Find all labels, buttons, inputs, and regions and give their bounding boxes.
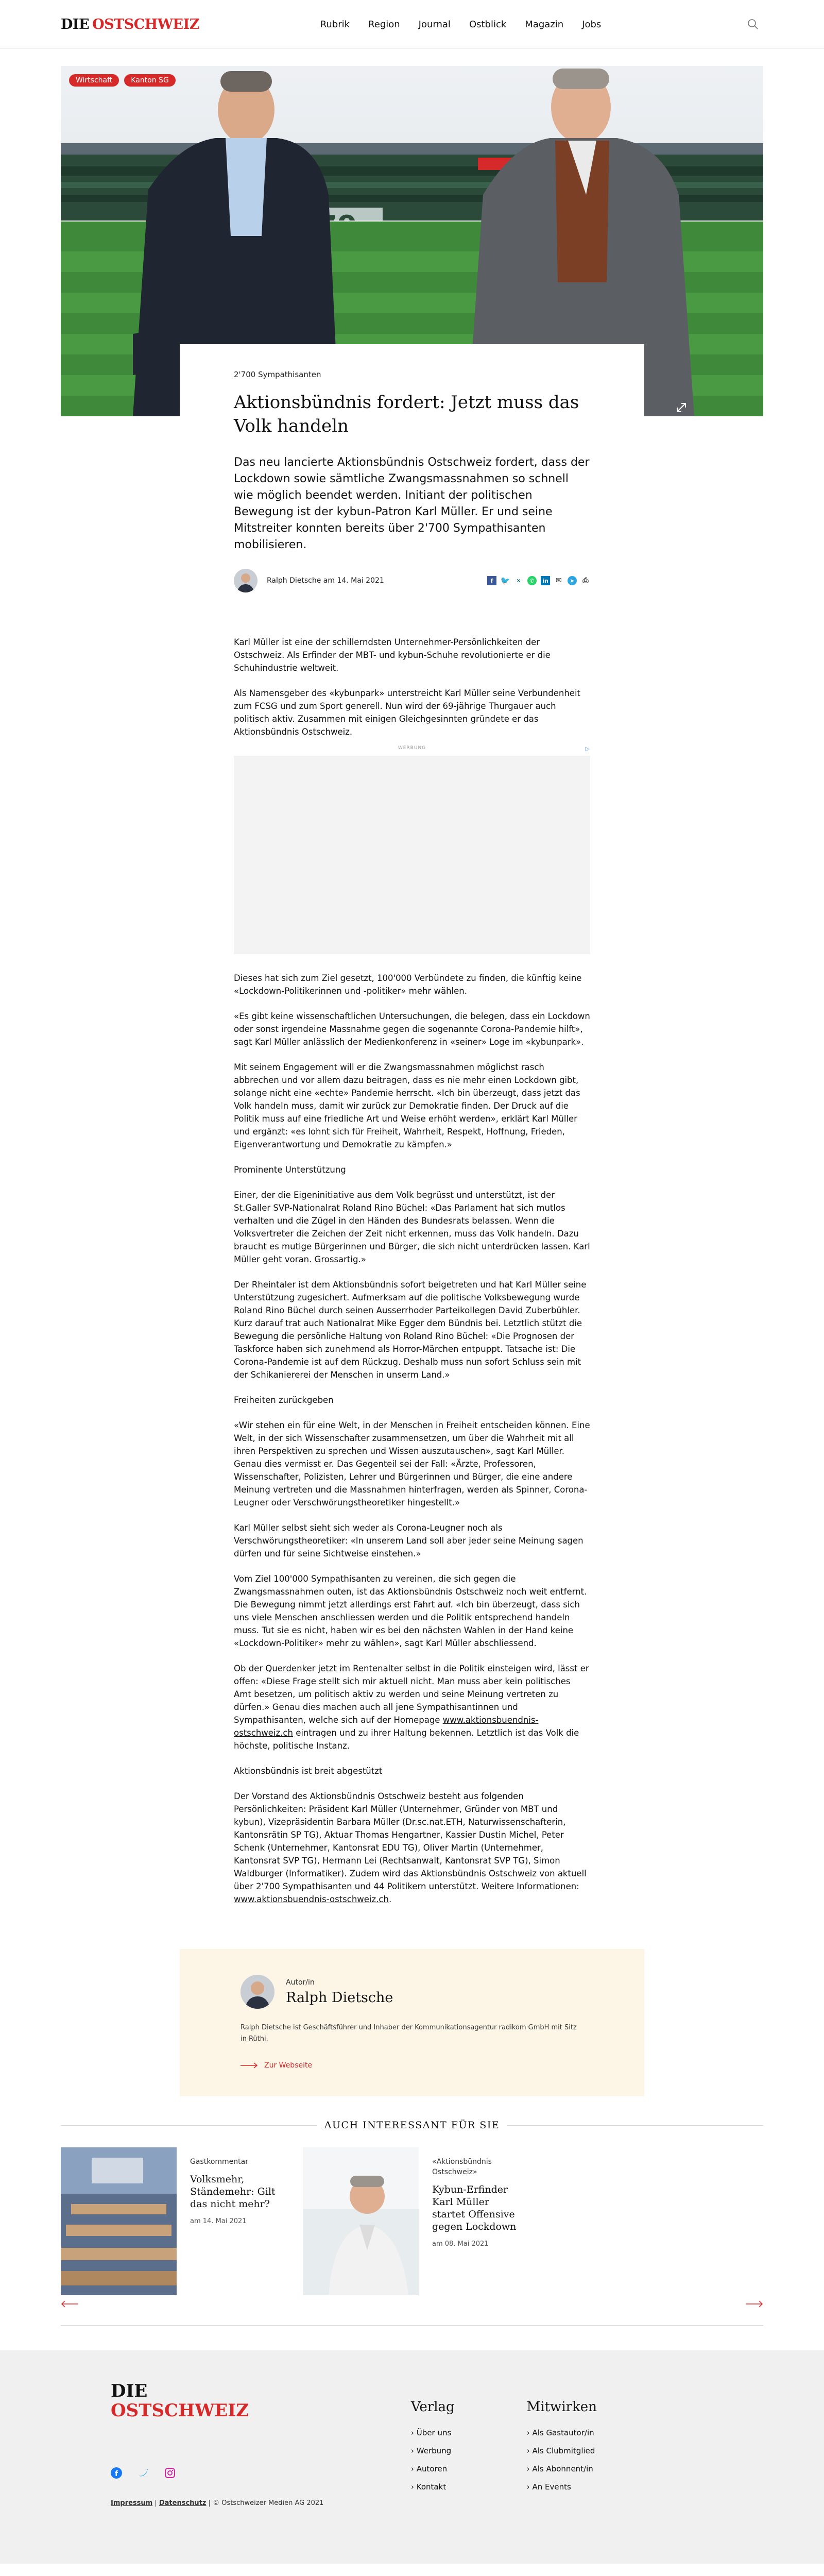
- ad-slot[interactable]: [234, 756, 590, 954]
- site-header: [0, 0, 824, 49]
- article-headline: Aktionsbündnis fordert: Jetzt muss das Volk handeln: [234, 392, 579, 436]
- footer-logo-ostschweiz: OSTSCHWEIZ: [111, 2400, 249, 2421]
- logo-die: DIE: [61, 16, 90, 32]
- author-avatar[interactable]: [234, 569, 258, 592]
- nav-jobs[interactable]: Jobs: [582, 19, 602, 30]
- nav-ostblick[interactable]: Ostblick: [469, 19, 507, 30]
- paragraph: Einer, der die Eigeninitiative aus dem Volk begrüsst und unterstützt, ist der St.Galler SVP-Nationalrat Roland Rino Büchel: «Das Parlament hat sich mutlos verhalten und die Zügel in den Händen des Bundesrats belassen. Wenn die Volksvertreter die Zeichen der Zeit nicht erkennen, muss das Volk handeln. Dazu braucht es mutige Bürgerinnen und Bürger, die sich nicht unterdrücken lassen. Karl Müller geht voran. Grossartig.»: [234, 1190, 590, 1264]
- paragraph: Der Rheintaler ist dem Aktionsbündnis sofort beigetreten und hat Karl Müller seine Unterstützung zugesichert. Aufmerksam auf die politische Volksbewegung wurde Roland Rino Büchel durch seinen Ausserrhoder Parteikollegen David Zuberbühler. Kurz darauf trat auch Nationalrat Mike Egger dem Bündnis bei. Letztlich stützt die Bewegung die persönliche Haltung von Roland Rino Büchel: «Die Prognosen der Taskforce haben sich zunehmend als Horror-Märchen entpuppt. Tatsache ist: Die Corona-Pandemie ist auf dem Rückzug. Deshalb muss nun sofort Schluss sein mit der Schikaniererei der Menschen in unserm Land.»: [234, 1280, 587, 1380]
- ad-label: WERBUNG: [398, 745, 426, 751]
- arrow-left-icon: [61, 2300, 78, 2308]
- article: [180, 344, 644, 1906]
- social-links: [111, 2467, 176, 2481]
- article-kicker: 2'700 Sympathisanten: [234, 370, 321, 379]
- search-icon: [747, 19, 759, 30]
- site-footer: [0, 2350, 824, 2564]
- author-box: [180, 1949, 644, 2096]
- related-kicker: «Aktionsbündnis Ostschweiz»: [432, 2158, 492, 2176]
- paragraph: Vom Ziel 100'000 Sympathisanten zu vereinen, die sich gegen die Zwangsmassnahmen outen, ist das Aktionsbündnis Ostschweiz noch weit entfernt. Die Bewegung nimmt jetzt allerdings erst Fahrt auf. «Ich bin überzeugt, dass sich uns viele Menschen anschliessen werden und die Politik entsprechend handeln muss. Tut sie es nicht, haben wir es bei den nächsten Wahlen in der Hand keine «Lockdown-Politiker» mehr zu wählen», sagt Karl Müller abschliessend.: [234, 1574, 587, 1648]
- related-date: am 14. Mai 2021: [190, 2217, 247, 2225]
- nav-magazin[interactable]: Magazin: [525, 19, 564, 30]
- related-card[interactable]: [303, 2147, 524, 2295]
- xing-share-icon[interactable]: ✕: [516, 577, 521, 584]
- copyright: | © Ostschweizer Medien AG 2021: [206, 2499, 324, 2507]
- article-body: [234, 636, 590, 1906]
- footer-mitwirken: [527, 2399, 597, 2500]
- footer-verlag: [411, 2399, 455, 2500]
- paragraph: «Es gibt keine wissenschaftlichen Untersuchungen, die belegen, dass ein Lockdown oder sonst irgendeine Massnahme gegen die sogenannte Corona-Pandemie hilft», sagt Karl Müller anlässlich der Medienkonferenz in «seiner» Loge im «kybunpark».: [234, 1011, 590, 1047]
- carousel-prev-button[interactable]: [61, 2300, 78, 2310]
- byline: [234, 569, 590, 592]
- ad-info-icon[interactable]: ▷: [585, 745, 590, 752]
- tag-list: [69, 74, 176, 87]
- article-lead: Das neu lancierte Aktionsbündnis Ostschweiz fordert, dass der Lockdown sowie sämtliche Zwangsmassnahmen so schnell wie möglich beendet werden. Initiant der politischen Bewegung ist der kybun-Patron Karl Müller. Er und seine Mitstreiter konnten bereits über 2'700 Sympathisanten mobilisieren.: [234, 456, 590, 551]
- related-image: [61, 2147, 177, 2295]
- print-share-icon[interactable]: ⎙: [582, 577, 589, 585]
- related-image: [303, 2147, 419, 2295]
- search-button[interactable]: [743, 14, 763, 35]
- footer-link-werbung[interactable]: › Werbung: [411, 2446, 455, 2455]
- footer-verlag-title: Verlag: [411, 2399, 455, 2415]
- paragraph: Dieses hat sich zum Ziel gesetzt, 100'000 Verbündete zu finden, die künftig keine «Lockdown-Politikerinnen und -politiker» mehr wählen.: [234, 973, 582, 996]
- paragraph: Mit seinem Engagement will er die Zwangsmassnahmen möglichst rasch abbrechen und vor allem dazu beitragen, dass es nie mehr einen Lockdown gibt, solange nicht eine «echte» Pandemie herrscht. «Ich bin überzeugt, dass jetzt das Volk handeln muss, damit wir zurück zur Demokratie finden. Der Druck auf die Politik muss auf eine friedliche Art und Weise erhöht werden», erklärt Karl Müller und ergänzt: «es lohnt sich für Freiheit, Wahrheit, Respekt, Hoffnung, Frieden, Eigenverantwortung und Demokratie zu kämpfen.»: [234, 1062, 580, 1149]
- footer-link-clubmitglied[interactable]: › Als Clubmitglied: [527, 2446, 597, 2455]
- tag-wirtschaft[interactable]: Wirtschaft: [69, 74, 119, 87]
- related-date: am 08. Mai 2021: [432, 2240, 489, 2248]
- facebook-icon[interactable]: [111, 2467, 122, 2481]
- share-bar: [487, 576, 590, 585]
- whatsapp-share-icon[interactable]: ✆: [527, 576, 537, 585]
- twitter-share-icon[interactable]: 🐦: [500, 576, 510, 585]
- twitter-icon[interactable]: [138, 2467, 149, 2481]
- footer-legal: Impressum | Datenschutz | © Ostschweizer Medien AG 2021: [111, 2499, 324, 2507]
- footer-link-abonnent[interactable]: › Als Abonnent/in: [527, 2464, 597, 2473]
- author-description: Ralph Dietsche ist Geschäftsführer und Inhaber der Kommunikationsagentur radikom GmbH mit Sitz in Rüthi.: [241, 2024, 577, 2043]
- paragraph: Karl Müller selbst sieht sich weder als Corona-Leugner noch als Verschwörungstheoretiker: «In unserem Land soll aber jeder seine Meinung sagen dürfen und für seine Sichtweise einstehen.»: [234, 1523, 583, 1558]
- author-box-avatar[interactable]: [241, 1975, 274, 2009]
- divider: [61, 2125, 317, 2126]
- nav-rubrik[interactable]: Rubrik: [320, 19, 350, 30]
- paragraph: «Wir stehen ein für eine Welt, in der Menschen in Freiheit entscheiden können. Eine Welt, in der sich Wissenschafter zusammensetzen, um über die Wahrheit mit all ihren Perspektiven zu sprechen und Wissen auszutauschen», sagt Karl Müller. Genau dies vermisst er. Das Gegenteil sei der Fall: «Ärzte, Professoren, Wissenschafter, Polizisten, Lehrer und Bürgerinnen und Bürger, die eine andere Meinung vertreten und die Massnahmen hinterfragen, werden als Spinner, Corona-Leugner oder Verschwörungstheoretiker hingestellt.»: [234, 1420, 590, 1507]
- logo-ostschweiz: OSTSCHWEIZ: [92, 16, 199, 32]
- advertisement: [234, 745, 590, 954]
- expand-icon: [676, 402, 687, 413]
- telegram-share-icon[interactable]: ➤: [568, 576, 577, 585]
- author-label: Autor/in: [286, 1978, 315, 1987]
- author-website-link[interactable]: Zur Webseite: [241, 2061, 583, 2070]
- facebook-share-icon[interactable]: f: [487, 576, 496, 585]
- subheading: Aktionsbündnis ist breit abgestützt: [234, 1766, 383, 1776]
- footer-link-ueber-uns[interactable]: › Über uns: [411, 2428, 455, 2437]
- footer-link-gastautor[interactable]: › Als Gastautor/in: [527, 2428, 597, 2437]
- divider: [61, 2325, 763, 2326]
- impressum-link[interactable]: Impressum: [111, 2499, 153, 2507]
- arrow-right-icon: [241, 2062, 258, 2069]
- footer-link-events[interactable]: › An Events: [527, 2482, 597, 2492]
- related-kicker: Gastkommentar: [190, 2158, 248, 2166]
- related-card[interactable]: [61, 2147, 282, 2295]
- related-headline: Kybun-Erfinder Karl Müller startet Offensive gegen Lockdown: [432, 2184, 517, 2232]
- footer-logo-die: DIE: [111, 2381, 148, 2401]
- paragraph: Der Vorstand des Aktionsbündnis Ostschweiz besteht aus folgenden Persönlichkeiten: Präsident Karl Müller (Unternehmer, Gründer von MBT und kybun), Vizepräsidentin Barbara Müller (Dr.sc.nat.ETH, Naturwissenschafterin, Kantonsrätin SP TG), Aktuar Thomas Hengartner, Kassier Dustin Michel, Peter Schenk (Unternehmer, Kantonsrat EDU TG), Oliver Martin (Unternehmer, Kantonsrat SVP TG), Hermann Lei (Rechtsanwalt, Kantonsrat SVP TG), Simon Waldburger (Informatiker). Zudem wird das Aktionsbündnis Ostschweiz von aktuell über 2'700 Sympathisanten und 44 Politikern unterstützt. Weitere Informationen: www.aktionsbuendnis-ostschweiz.ch.: [234, 1791, 587, 1904]
- instagram-icon[interactable]: [164, 2467, 176, 2481]
- paragraph: Als Namensgeber des «kybunpark» unterstreicht Karl Müller seine Verbundenheit zum FCSG und zum Sport generell. Nun wird der 69-jährige Thurgauer auch politisch aktiv. Zusammen mit einigen Gleichgesinnten gründete er das Aktionsbündnis Ostschweiz.: [234, 688, 581, 737]
- nav-journal[interactable]: Journal: [418, 19, 451, 30]
- carousel-next-button[interactable]: [746, 2300, 763, 2310]
- tag-kanton-sg[interactable]: Kanton SG: [124, 74, 176, 87]
- paragraph: Karl Müller ist eine der schillerndsten Unternehmer-Persönlichkeiten der Ostschweiz. Als Erfinder der MBT- und kybun-Schuhe revolutionierte er die Schuhindustrie weltweit.: [234, 637, 551, 673]
- nav-region[interactable]: Region: [368, 19, 400, 30]
- svg-text:f: f: [115, 2470, 118, 2478]
- subheading: Prominente Unterstützung: [234, 1165, 346, 1175]
- related-title: AUCH INTERESSANT FÜR SIE: [324, 2120, 500, 2131]
- aktionsbuendnis-link-2[interactable]: www.aktionsbuendnis-ostschweiz.ch: [234, 1894, 389, 1904]
- footer-mitwirken-title: Mitwirken: [526, 2399, 597, 2415]
- main-nav: [179, 19, 743, 30]
- paragraph: Ob der Querdenker jetzt im Rentenalter selbst in die Politik einsteigen wird, lässt er offen: «Diese Frage stellt sich mir aktuell nicht. Man muss aber kein politisches Amt besetzen, um politisch aktiv zu werden und seine Meinung vertreten zu dürfen.» Genau dies machen auch all jene Sympathisantinnen und Sympathisanten, welche sich auf der Homepage www.aktionsbuendnis-ostschweiz.ch eintragen und zu ihrer Haltung bekennen. Letztlich ist das Volk die höchste, politische Instanz.: [234, 1664, 589, 1751]
- byline-text: Ralph Dietsche am 14. Mai 2021: [267, 577, 384, 585]
- datenschutz-link[interactable]: Datenschutz: [159, 2499, 207, 2507]
- related-articles: [61, 2120, 763, 2326]
- email-share-icon[interactable]: ✉: [556, 577, 562, 585]
- arrow-right-icon: [746, 2300, 763, 2308]
- footer-link-kontakt[interactable]: › Kontakt: [411, 2482, 455, 2492]
- aktionsbuendnis-link[interactable]: www.aktionsbuendnis-ostschweiz.ch: [234, 1715, 539, 1738]
- divider: [507, 2125, 763, 2126]
- fullscreen-button[interactable]: [676, 402, 687, 415]
- linkedin-share-icon[interactable]: in: [541, 576, 550, 585]
- subheading: Freiheiten zurückgeben: [234, 1395, 334, 1405]
- author-name[interactable]: Ralph Dietsche: [286, 1989, 393, 2006]
- footer-link-autoren[interactable]: › Autoren: [411, 2464, 455, 2473]
- related-headline: Volksmehr, Ständemehr: Gilt das nicht mehr?: [190, 2174, 276, 2210]
